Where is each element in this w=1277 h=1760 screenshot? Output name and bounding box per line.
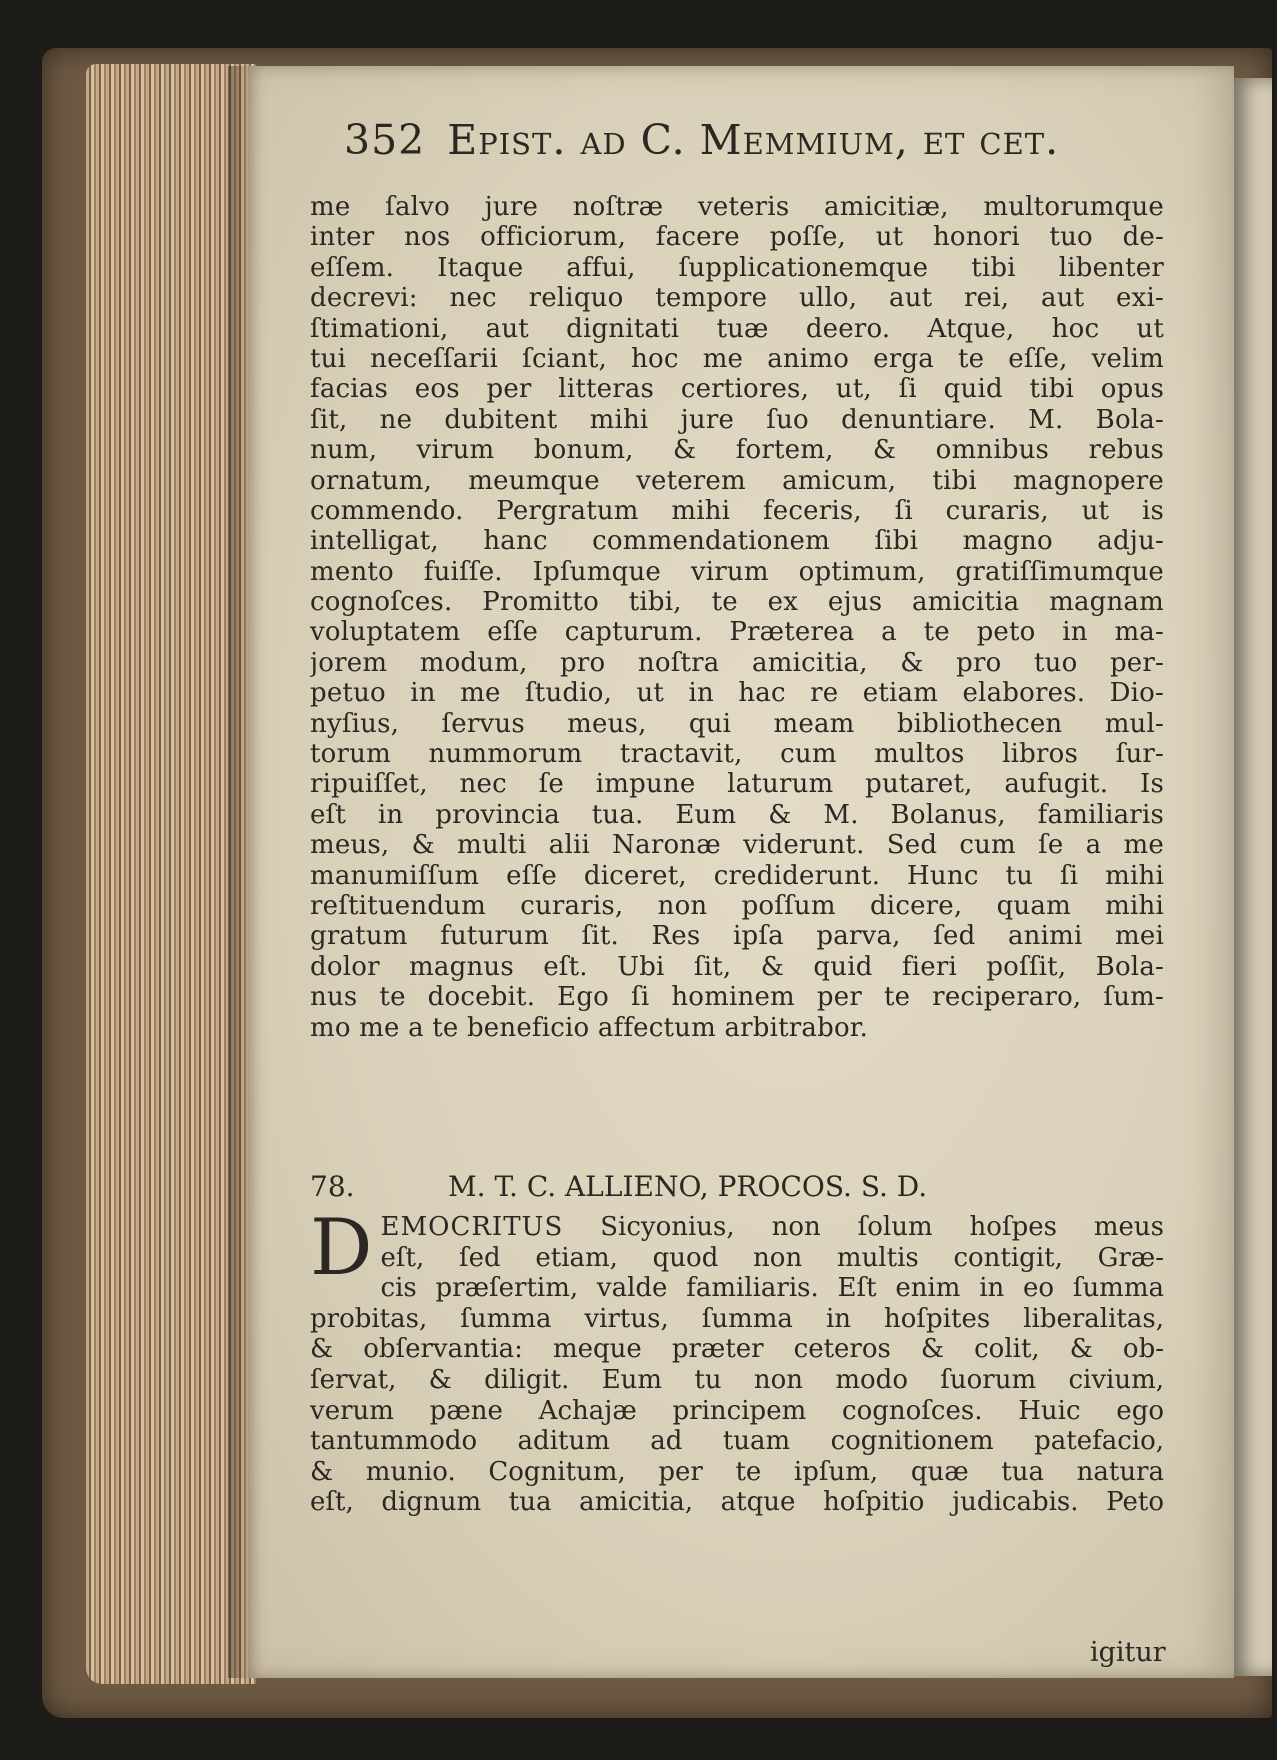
text-line: torum nummorum tractavit, cum multos libros ſur- [310, 739, 1164, 770]
text-line: manumiſſum eſſe diceret, crediderunt. Hunc tu ſi mihi [310, 860, 1164, 891]
text-line: eſt, dignum tua amicitia, atque hoſpitio judicabis. Peto [310, 1487, 1164, 1518]
text-line: me ſalvo jure noſtræ veteris amicitiæ, multorumque [310, 192, 1164, 222]
first-line-rest: Sicyonius, non ſolum hoſpes meus [600, 1212, 1164, 1242]
text-line: & obſervantia: meque præter ceteros & colit, & ob- [310, 1334, 1164, 1365]
text-line: verum pæne Achajæ principem cognoſces. Huic ego [310, 1395, 1164, 1426]
text-line: decrevi: nec reliquo tempore ullo, aut rei, aut exi- [310, 283, 1164, 314]
drop-cap: D [310, 1203, 373, 1293]
text-line: reſtituendum curaris, non poſſum dicere, quam mihi [310, 890, 1164, 921]
first-word-rest: EMOCRITUS [380, 1212, 564, 1242]
catchword: igitur [1090, 1637, 1166, 1668]
text-line: dolor magnus eſt. Ubi ſit, & quid fieri poſſit, Bola- [310, 951, 1164, 982]
text-line: nyſius, ſervus meus, qui meam bibliothecen mul- [310, 708, 1164, 739]
text-line [310, 1212, 1164, 1243]
text-line: cognoſces. Promitto tibi, te ex ejus amicitia magnam [310, 587, 1164, 618]
letter-continuation-text [310, 192, 1164, 1043]
text-line: commendo. Pergratum mihi feceris, ſi curaris, ut is [310, 495, 1164, 526]
text-line: ripuiſſet, nec ſe impune laturum putaret, aufugit. Is [310, 769, 1164, 800]
text-line: gratum futurum ſit. Res ipſa parva, ſed animi mei [310, 921, 1164, 952]
gutter-shadow [228, 66, 250, 1678]
page-number: 352 [344, 116, 426, 164]
text-line: petuo in me ſtudio, ut in hac re etiam elabores. Dio- [310, 678, 1164, 709]
text-line: inter nos officiorum, facere poſſe, ut honori tuo de- [310, 222, 1164, 253]
running-head: Epist. ad C. Memmium, et cet. [447, 116, 1060, 164]
text-line: tui neceſſarii ſciant, hoc me animo erga te eſſe, velim [310, 343, 1164, 374]
text-line: ſtimationi, aut dignitati tuæ deero. Atque, hoc ut [310, 313, 1164, 344]
text-line: ſit, ne dubitent mihi jure ſuo denuntiare. M. Bola- [310, 404, 1164, 435]
letter-text [310, 1203, 1164, 1518]
text-line: ornatum, meumque veterem amicum, tibi magnopere [310, 465, 1164, 496]
text-line: num, virum bonum, & fortem, & omnibus rebus [310, 435, 1164, 466]
text-line: jorem modum, pro noſtra amicitia, & pro tuo per- [310, 647, 1164, 678]
letter-address: M. T. C. ALLIENO, PROCOS. S. D. [448, 1170, 928, 1203]
text-line: eſt, ſed etiam, quod non multis contigit, Græ- [380, 1242, 1164, 1273]
letter-number: 78. [310, 1170, 355, 1203]
text-line: meus, & multi alii Naronæ viderunt. Sed cum ſe a me [310, 830, 1164, 861]
page-header [344, 116, 1134, 172]
text-line: mo me a te beneficio affectum arbitrabor. [310, 1012, 869, 1043]
text-line: eſt in provincia tua. Eum & M. Bolanus, familiaris [310, 799, 1164, 830]
text-line: eſſem. Itaque affui, ſupplicationemque tibi libenter [310, 252, 1164, 283]
text-line: nus te docebit. Ego ſi hominem per te reciperaro, ſum- [310, 982, 1164, 1013]
text-line: tantummodo aditum ad tuam cognitionem patefacio, [310, 1426, 1164, 1457]
text-line: mento fuiſſe. Ipſumque virum optimum, gratiſſimumque [310, 556, 1164, 587]
text-line: cis præſertim, valde familiaris. Eſt enim in eo ſumma [380, 1273, 1164, 1304]
text-line: voluptatem eſſe capturum. Præterea a te peto in ma- [310, 617, 1164, 648]
text-line: probitas, ſumma virtus, ſumma in hoſpites liberalitas, [310, 1303, 1164, 1334]
text-line: ſervat, & diligit. Eum tu non modo ſuorum civium, [310, 1364, 1164, 1395]
text-line: & munio. Cognitum, per te ipſum, quæ tua natura [310, 1456, 1164, 1487]
facing-page-edge [1232, 78, 1272, 1676]
text-line: intelligat, hanc commendationem ſibi magno adju- [310, 526, 1164, 557]
letter-heading [310, 1170, 1164, 1206]
book-page [248, 66, 1234, 1678]
text-line: facias eos per litteras certiores, ut, ſi quid tibi opus [310, 374, 1164, 405]
